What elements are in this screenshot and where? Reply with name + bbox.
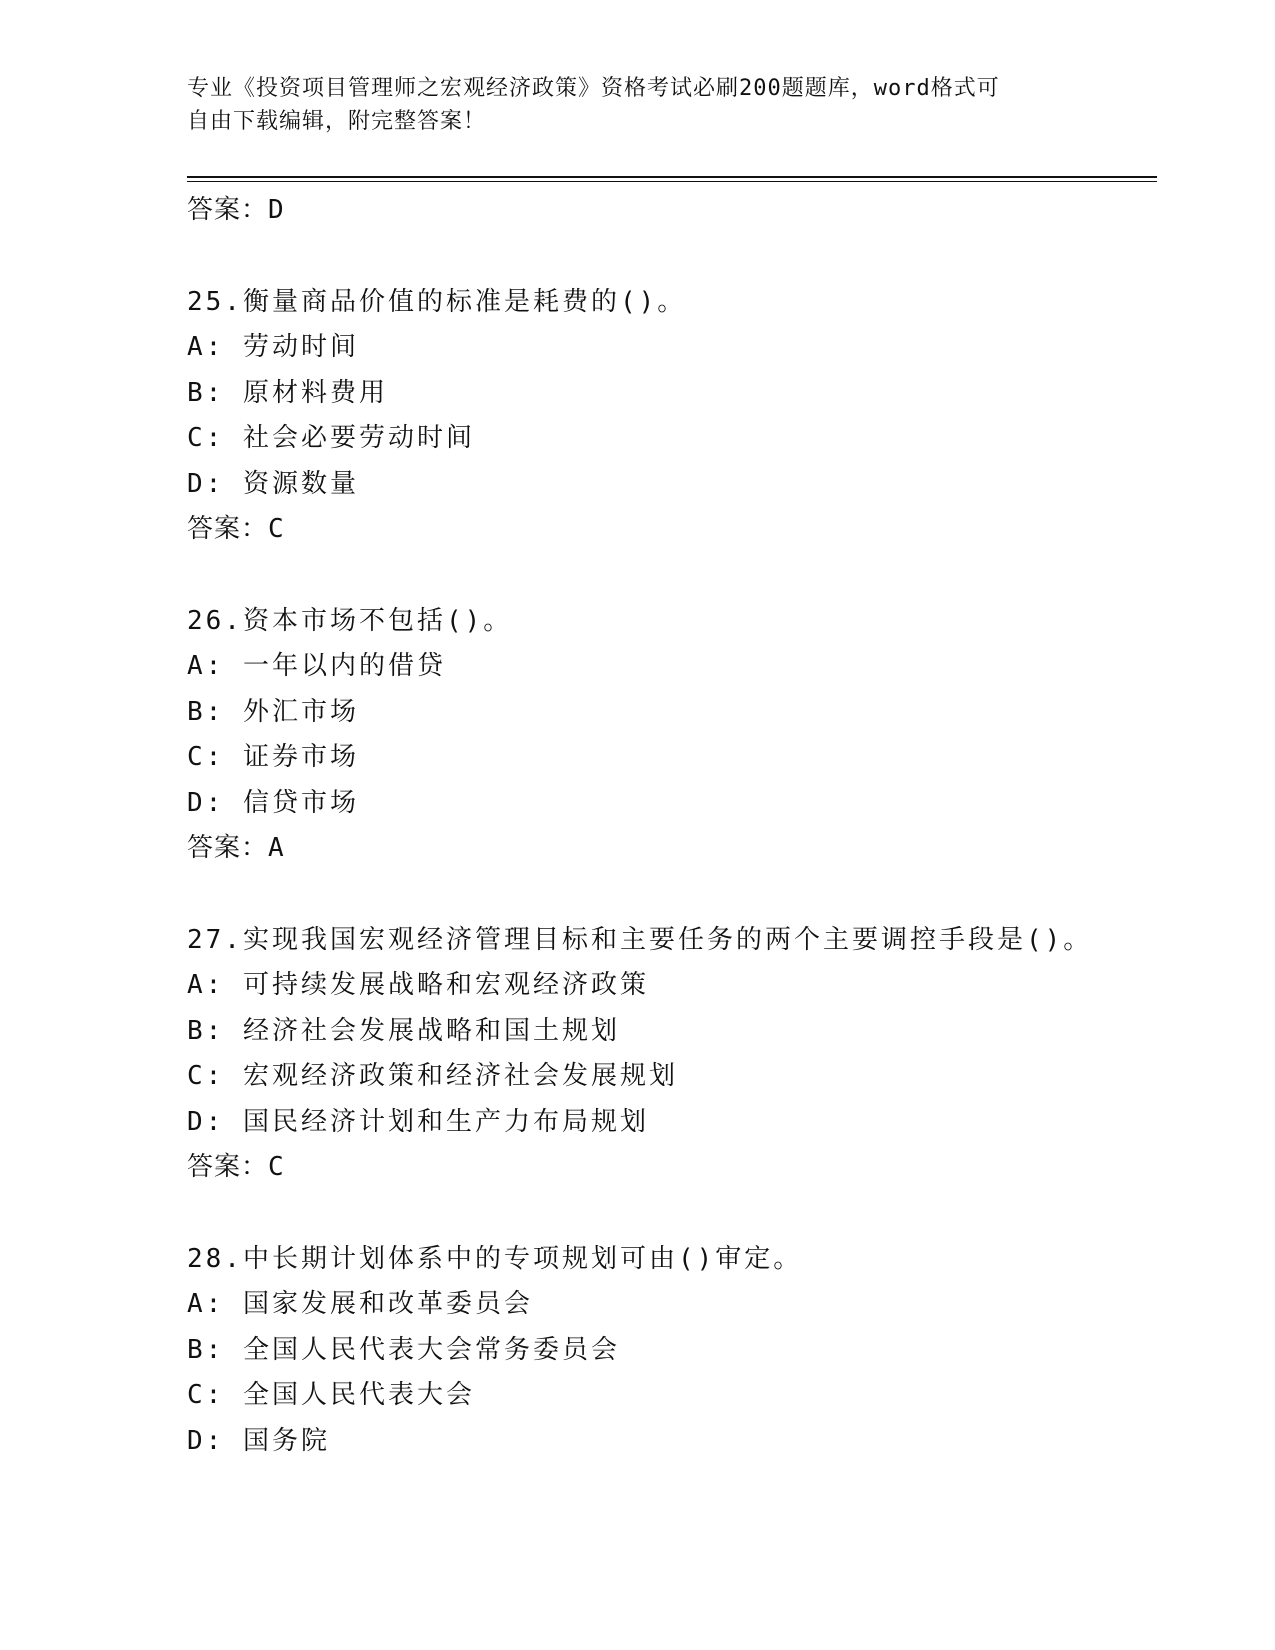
header-line-2: 自由下载编辑，附完整答案！ (187, 109, 487, 134)
header-line-1: 专业《投资项目管理师之宏观经济政策》资格考试必刷200题题库，word格式可 (187, 76, 1000, 101)
option-d: D: 国务院 (187, 1425, 330, 1456)
answer-line: 答案：A (187, 833, 285, 863)
document-header (187, 72, 1077, 138)
option-d: D: 国民经济计划和生产力布局规划 (187, 1106, 649, 1137)
option-a: A: 劳动时间 (187, 332, 359, 362)
answer-line: 答案：D (187, 195, 285, 225)
question-block (187, 280, 1167, 553)
option-a: A: 可持续发展战略和宏观经济政策 (187, 970, 649, 1000)
header-divider (187, 176, 1157, 178)
option-b: B: 外汇市场 (187, 696, 359, 727)
option-c: C: 社会必要劳动时间 (187, 423, 475, 453)
option-b: B: 全国人民代表大会常务委员会 (187, 1334, 620, 1365)
question-stem: 26.资本市场不包括()。 (187, 605, 513, 636)
question-stem: 28.中长期计划体系中的专项规划可由()审定。 (187, 1243, 803, 1274)
question-stem: 25.衡量商品价值的标准是耗费的()。 (187, 286, 687, 317)
question-stem: 27.实现我国宏观经济管理目标和主要任务的两个主要调控手段是()。 (187, 924, 1093, 955)
option-a: A: 国家发展和改革委员会 (187, 1289, 533, 1319)
option-c: C: 全国人民代表大会 (187, 1380, 475, 1410)
option-d: D: 信贷市场 (187, 787, 359, 818)
option-b: B: 经济社会发展战略和国土规划 (187, 1015, 620, 1046)
question-block (187, 599, 1167, 872)
option-b: B: 原材料费用 (187, 377, 388, 408)
question-block (187, 1237, 1167, 1465)
answer-line: 答案：C (187, 1152, 285, 1182)
header-divider-thin (187, 181, 1157, 182)
option-d: D: 资源数量 (187, 468, 359, 499)
question-block (187, 918, 1167, 1191)
question-list (187, 188, 1167, 1464)
option-c: C: 证券市场 (187, 742, 359, 772)
option-a: A: 一年以内的借贷 (187, 651, 446, 681)
answer-line: 答案：C (187, 514, 285, 544)
option-c: C: 宏观经济政策和经济社会发展规划 (187, 1061, 678, 1091)
